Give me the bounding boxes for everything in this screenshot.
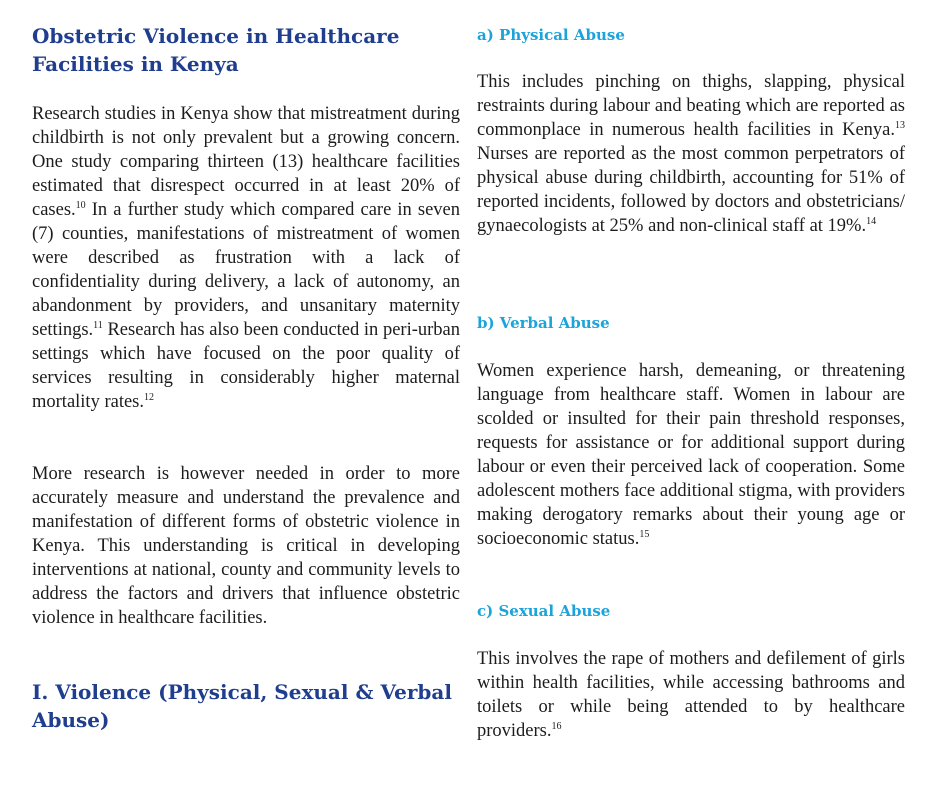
footnote-ref: 16	[551, 721, 562, 732]
verbal-abuse-heading: b) Verbal Abuse	[477, 314, 610, 332]
footnote-ref: 11	[93, 320, 103, 331]
footnote-ref: 13	[895, 120, 905, 131]
paragraph-text: Nurses are reported as the most common perpetrators of physical abuse during childbirth, accounting for 51% of reported incidents, followed by doctors and obstetricians/ gynaecologists at 25% and non-clinical staff at 19%.	[477, 144, 905, 236]
paragraph-text: Women experience harsh, demeaning, or threatening language from healthcare staff. Women in labour are scolded or insulted for their pain threshold responses, requests for assistance or for additional support during labour or even their perceived lack of cooperation. Some adolescent mothers face additional stigma, with providers making derogatory remarks about their young age or socioeconomic status.	[477, 361, 905, 549]
research-paragraph: More research is however needed in order to more accurately measure and understand the prevalence and manifestation of different forms of obstetric violence in Kenya. This understanding is critical in developing interventions at national, county and community levels to address the factors and drivers that influence obstetric violence in healthcare facilities.	[32, 464, 460, 628]
paragraph-text: In a further study which compared care in seven (7) counties, manifestations of mistreatment of women were described as frustration with a lack of confidentiality during delivery, a lack of autonomy, an abandonment by providers, and unsanitary maternity settings.	[32, 200, 460, 340]
intro-paragraph	[32, 102, 460, 414]
footnote-ref: 15	[639, 529, 650, 540]
paragraph-text: Research has also been conducted in peri-urban settings which have focused on the poor quality of services resulting in considerably higher maternal mortality rates.	[32, 320, 460, 412]
sexual-abuse-heading: c) Sexual Abuse	[477, 602, 611, 620]
sexual-abuse-paragraph	[477, 647, 905, 743]
physical-abuse-heading: a) Physical Abuse	[477, 26, 625, 44]
paragraph-text: Research studies in Kenya show that mistreatment during childbirth is not only prevalent but a growing concern. One study comparing thirteen (13) healthcare facilities estimated that disrespect occurred in at least 20% of cases.	[32, 104, 460, 220]
verbal-abuse-paragraph	[477, 359, 905, 551]
paragraph-text: This includes pinching on thighs, slapping, physical restraints during labour and beating which are reported as commonplace in numerous health facilities in Kenya.	[477, 72, 905, 140]
footnote-ref: 10	[75, 200, 86, 211]
page-title: Obstetric Violence in Healthcare Facilities in Kenya	[32, 24, 400, 76]
footnote-ref: 14	[866, 216, 877, 227]
physical-abuse-paragraph	[477, 70, 905, 238]
paragraph-text: This involves the rape of mothers and defilement of girls within health facilities, while accessing bathrooms and toilets or while being attended to by healthcare providers.	[477, 649, 905, 741]
section-heading-violence: I. Violence (Physical, Sexual & Verbal Abuse)	[32, 680, 452, 732]
footnote-ref: 12	[144, 392, 154, 403]
